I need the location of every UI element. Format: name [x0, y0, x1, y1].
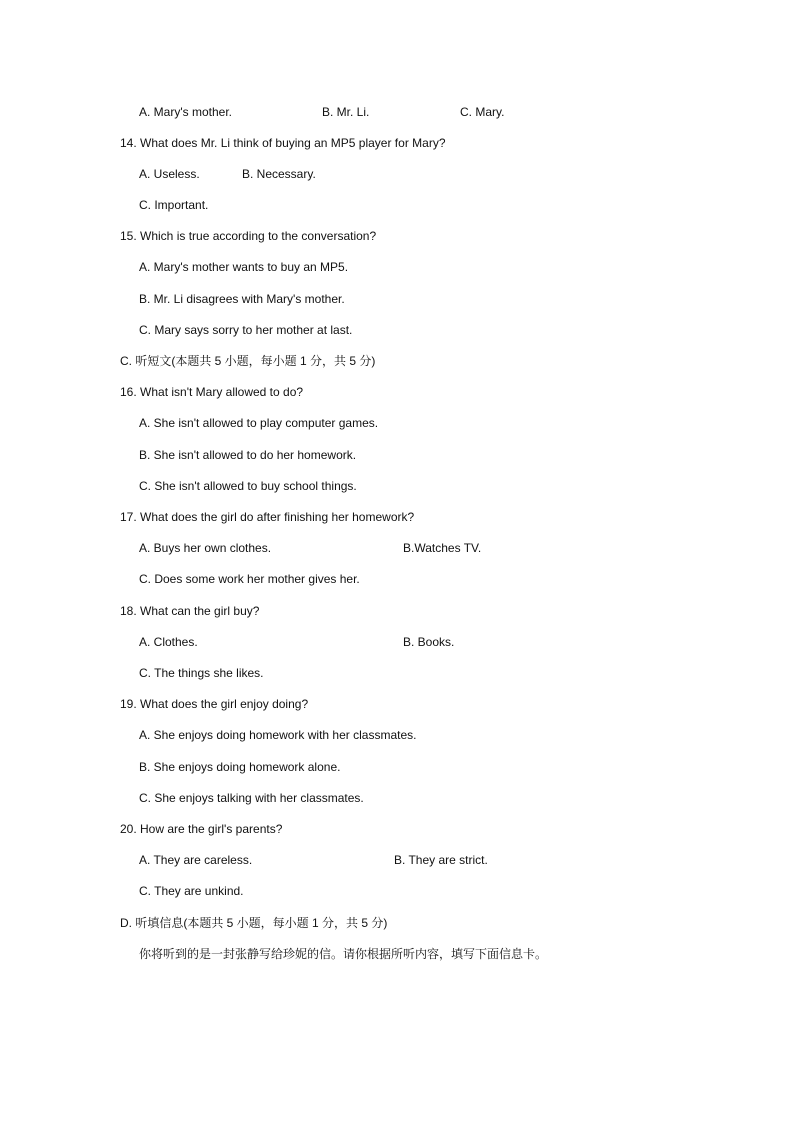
q17-option-c: C. Does some work her mother gives her.	[139, 572, 360, 586]
q14-option-a: A. Useless.	[139, 167, 200, 181]
q16-option-a: A. She isn't allowed to play computer games.	[139, 416, 379, 430]
q16-option-c: C. She isn't allowed to buy school things.	[139, 479, 357, 493]
q16-stem: 16. What isn't Mary allowed to do?	[120, 385, 304, 399]
q15-option-a: A. Mary's mother wants to buy an MP5.	[139, 260, 349, 274]
q20-option-a: A. They are careless.	[139, 853, 253, 867]
q19-stem: 19. What does the girl enjoy doing?	[120, 697, 309, 711]
q14-option-c: C. Important.	[139, 198, 209, 212]
q17-stem: 17. What does the girl do after finishing her homework?	[120, 510, 415, 524]
section-d-heading: D. 听填信息(本题共 5 小题，每小题 1 分，共 5 分)	[120, 916, 388, 930]
q15-stem: 15. Which is true according to the conversation?	[120, 229, 377, 243]
q15-option-c: C. Mary says sorry to her mother at last.	[139, 323, 353, 337]
q19-option-a: A. She enjoys doing homework with her classmates.	[139, 728, 417, 742]
section-c-heading: C. 听短文(本题共 5 小题，每小题 1 分，共 5 分)	[120, 354, 376, 368]
q20-option-c: C. They are unkind.	[139, 884, 244, 898]
q20-option-b: B. They are strict.	[394, 853, 488, 867]
q19-option-b: B. She enjoys doing homework alone.	[139, 760, 341, 774]
section-d-instruction: 你将听到的是一封张静写给珍妮的信。请你根据所听内容，填写下面信息卡。	[139, 947, 548, 961]
q18-option-b: B. Books.	[403, 635, 455, 649]
q15-option-b: B. Mr. Li disagrees with Mary's mother.	[139, 292, 345, 306]
q13-option-b: B. Mr. Li.	[322, 105, 370, 119]
q18-stem: 18. What can the girl buy?	[120, 604, 260, 618]
q20-stem: 20. How are the girl's parents?	[120, 822, 283, 836]
q13-option-a: A. Mary's mother.	[139, 105, 232, 119]
q18-option-c: C. The things she likes.	[139, 666, 264, 680]
q16-option-b: B. She isn't allowed to do her homework.	[139, 448, 357, 462]
q19-option-c: C. She enjoys talking with her classmates.	[139, 791, 364, 805]
q17-option-b: B.Watches TV.	[403, 541, 482, 555]
q17-option-a: A. Buys her own clothes.	[139, 541, 272, 555]
q14-option-b: B. Necessary.	[242, 167, 316, 181]
q14-stem: 14. What does Mr. Li think of buying an MP5 player for Mary?	[120, 136, 446, 150]
q18-option-a: A. Clothes.	[139, 635, 198, 649]
q13-option-c: C. Mary.	[460, 105, 505, 119]
